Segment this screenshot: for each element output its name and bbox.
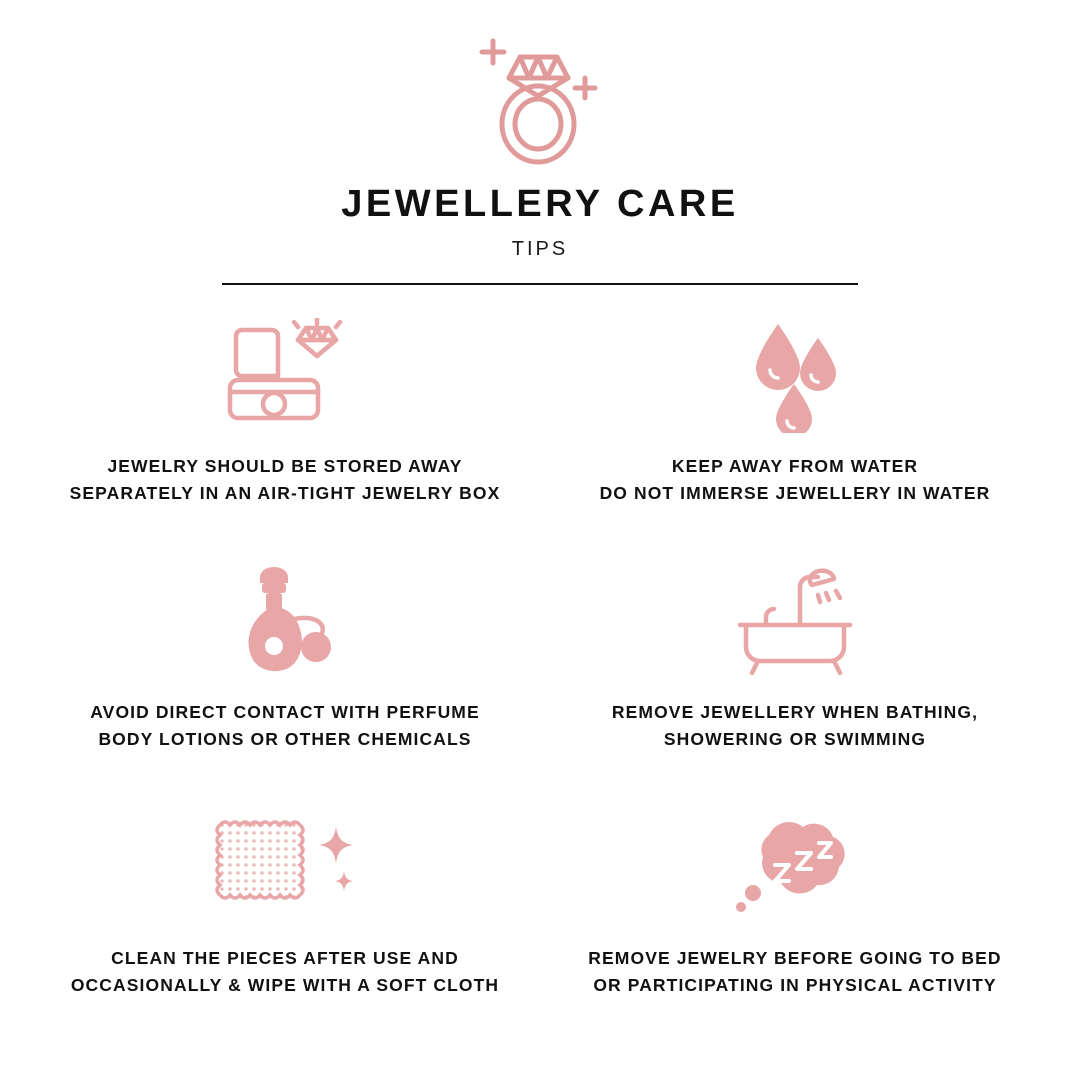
tip-line: OR PARTICIPATING IN PHYSICAL ACTIVITY: [593, 974, 997, 995]
tip-line: SEPARATELY IN AN AIR-TIGHT JEWELRY BOX: [69, 482, 501, 503]
tip-line: JEWELRY SHOULD BE STORED AWAY: [107, 455, 463, 476]
tip-text: [600, 453, 991, 507]
tip-text: [70, 453, 501, 507]
tip-item: [35, 557, 535, 803]
diamond-ring-icon: [445, 18, 635, 168]
tip-text: [612, 699, 978, 753]
bathtub-icon: [730, 563, 860, 681]
tip-text: [71, 945, 499, 999]
tip-line: OCCASIONALLY & WIPE WITH A SOFT CLOTH: [70, 974, 500, 995]
tip-line: CLEAN THE PIECES AFTER USE AND: [111, 947, 459, 968]
polishing-cloth-icon: [210, 809, 360, 927]
divider: [222, 283, 858, 285]
tip-item: [545, 311, 1045, 557]
tip-item: [545, 557, 1045, 803]
tip-line: AVOID DIRECT CONTACT WITH PERFUME: [90, 701, 480, 722]
tip-line: SHOWERING OR SWIMMING: [663, 728, 927, 749]
tip-line: BODY LOTIONS OR OTHER CHEMICALS: [98, 728, 472, 749]
tip-line: DO NOT IMMERSE JEWELLERY IN WATER: [599, 482, 991, 503]
jewelry-box-icon: [220, 317, 350, 435]
tips-grid: [35, 311, 1045, 1049]
tip-line: KEEP AWAY FROM WATER: [671, 455, 919, 476]
water-drops-icon: [740, 317, 850, 435]
perfume-bottle-icon: [228, 563, 343, 681]
tip-item: [35, 311, 535, 557]
page-title: JEWELLERY CARE: [341, 183, 739, 225]
header: [0, 0, 1080, 285]
sleep-cloud-zzz-icon: [725, 809, 865, 927]
tip-item: [545, 803, 1045, 1049]
tip-line: REMOVE JEWELLERY WHEN BATHING,: [611, 701, 979, 722]
page-subtitle: TIPS: [511, 237, 569, 260]
tip-text: [588, 945, 1001, 999]
tip-text: [90, 699, 480, 753]
tip-line: REMOVE JEWELRY BEFORE GOING TO BED: [588, 947, 1002, 968]
tip-item: [35, 803, 535, 1049]
